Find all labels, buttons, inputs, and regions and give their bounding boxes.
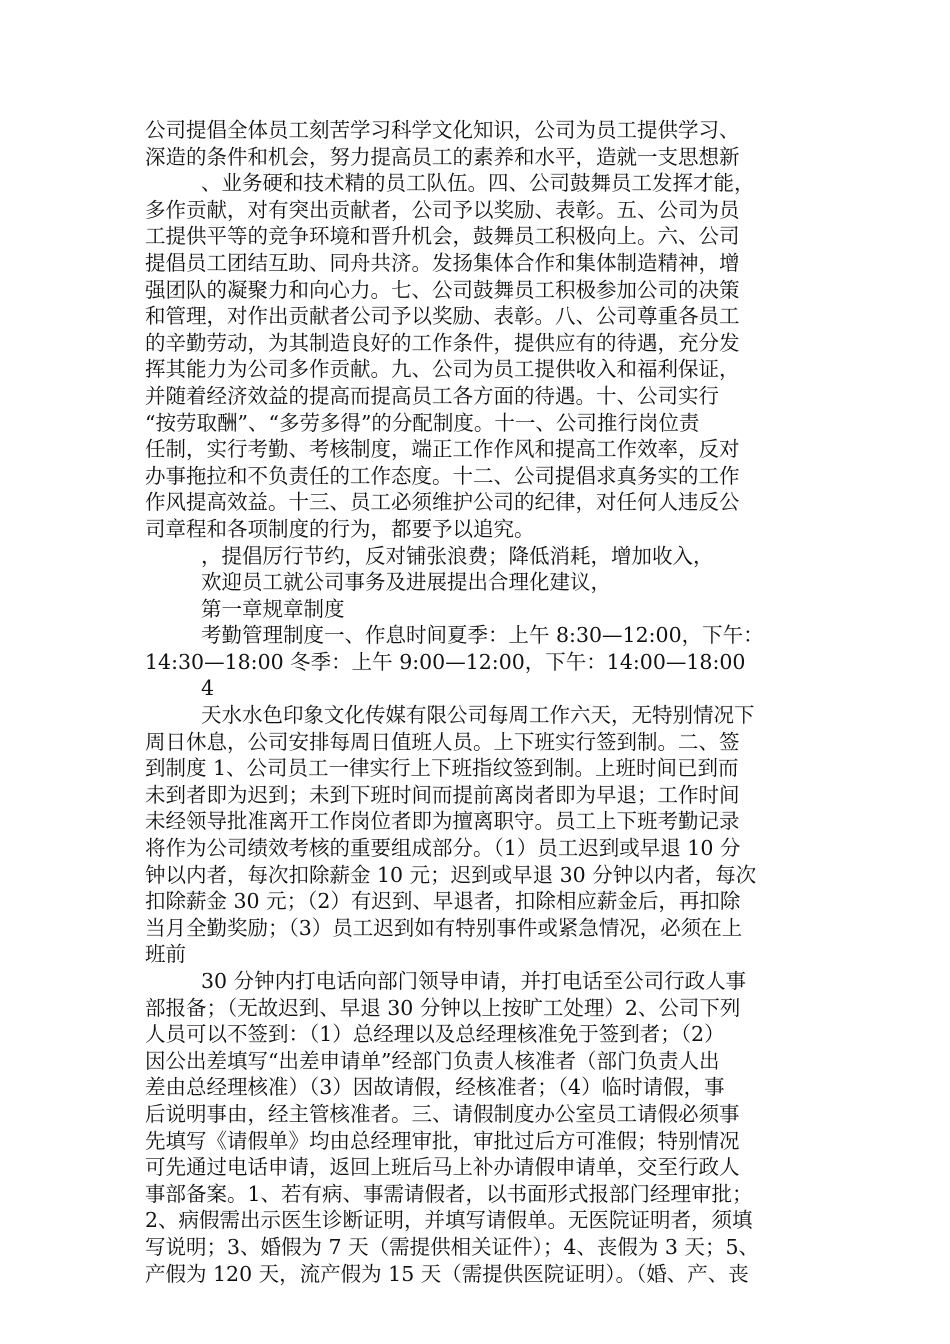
text-line: 和管理，对作出贡献者公司予以奖励、表彰。八、公司尊重各员工: [145, 304, 740, 329]
text-line: 办事拖拉和不负责任的工作态度。十二、公司提倡求真务实的工作: [145, 463, 740, 488]
text-line: 事部备案。1、若有病、事需请假者，以书面形式报部门经理审批；: [145, 1181, 753, 1206]
text-line: 挥其能力为公司多作贡献。九、公司为员工提供收入和福利保证，: [145, 357, 740, 382]
text-line: 考勤管理制度一、作息时间夏季：上午 8:30—12:00，下午：: [201, 623, 764, 648]
text-line: “按劳取酬”、“多劳多得”的分配制度。十一、公司推行岗位责: [145, 410, 700, 435]
text-line: 天水水色印象文化传媒有限公司每周工作六天，无特别情况下: [201, 703, 755, 728]
text-line: 第一章规章制度: [201, 596, 345, 621]
text-line: 当月全勤奖励；（3）员工迟到如有特别事件或紧急情况，必须在上: [145, 915, 743, 940]
text-line: 未经领导批准离开工作岗位者即为擅离职守。员工上下班考勤记录: [145, 809, 740, 834]
text-line: 司章程和各项制度的行为，都要予以追究。: [145, 516, 535, 541]
text-line: 强团队的凝聚力和向心力。七、公司鼓舞员工积极参加公司的决策: [145, 277, 740, 302]
text-line: 后说明事由，经主管核准者。三、请假制度办公室员工请假必须事: [145, 1101, 740, 1126]
text-line: 2、病假需出示医生诊断证明，并填写请假单。无医院证明者，须填: [145, 1208, 753, 1233]
text-line: 将作为公司绩效考核的重要组成部分。（1）员工迟到或早退 10 分: [145, 836, 741, 861]
text-line: 并随着经济效益的提高而提高员工各方面的待遇。十、公司实行: [145, 383, 719, 408]
text-line: 先填写《请假单》均由总经理审批，审批过后方可准假；特别情况: [145, 1128, 740, 1153]
text-line: 写说明；3、婚假为 7 天（需提供相关证件）；4、丧假为 3 天；5、: [145, 1234, 760, 1259]
text-line: 班前: [145, 942, 186, 967]
text-line: 提倡员工团结互助、同舟共济。发扬集体合作和集体制造精神，增: [145, 250, 740, 275]
text-line: ，提倡厉行节约，反对铺张浪费；降低消耗，增加收入，: [201, 543, 714, 568]
text-line: 、业务硬和技术精的员工队伍。四、公司鼓舞员工发挥才能，: [201, 171, 755, 196]
text-line: 因公出差填写“出差申请单”经部门负责人核准者（部门负责人出: [145, 1048, 720, 1073]
text-line: 多作贡献，对有突出贡献者，公司予以奖励、表彰。五、公司为员: [145, 197, 740, 222]
text-line: 人员可以不签到：（1）总经理以及总经理核准免于签到者；（2）: [145, 1022, 725, 1047]
text-line: 任制，实行考勤、考核制度，端正工作作风和提高工作效率，反对: [145, 437, 740, 462]
text-line: 可先通过电话申请，返回上班后马上补办请假申请单，交至行政人: [145, 1155, 740, 1180]
text-line: 钟以内者，每次扣除薪金 10 元；迟到或早退 30 分钟以内者，每次: [145, 862, 757, 887]
text-line: 扣除薪金 30 元；（2）有迟到、早退者，扣除相应薪金后，再扣除: [145, 889, 741, 914]
text-line: 30 分钟内打电话向部门领导申请，并打电话至公司行政人事: [201, 969, 747, 993]
text-line: 工提供平等的竞争环境和晋升机会，鼓舞员工积极向上。六、公司: [145, 224, 740, 249]
document-body: [145, 117, 805, 1287]
text-line: 周日休息，公司安排每周日值班人员。上下班实行签到制。二、签: [145, 729, 740, 754]
text-line: 的辛勤劳动，为其制造良好的工作条件，提供应有的待遇，充分发: [145, 330, 740, 355]
text-line: 未到者即为迟到；未到下班时间而提前离岗者即为早退；工作时间: [145, 782, 740, 807]
text-line: 作风提高效益。十三、员工必须维护公司的纪律，对任何人违反公: [145, 490, 740, 515]
text-line: 深造的条件和机会，努力提高员工的素养和水平，造就一支思想新: [145, 144, 740, 169]
text-line: 差由总经理核准）（3）因故请假，经核准者；（4）临时请假，事: [145, 1075, 725, 1100]
text-line: 部报备；（无故迟到、早退 30 分钟以上按旷工处理）2、公司下列: [145, 995, 741, 1020]
text-line: 14:30—18:00 冬季：上午 9:00—12:00，下午：14:00—18:00: [145, 649, 746, 674]
text-line: 产假为 120 天，流产假为 15 天（需提供医院证明）。（婚、产、丧: [145, 1261, 749, 1286]
text-line: 公司提倡全体员工刻苦学习科学文化知识，公司为员工提供学习、: [145, 118, 740, 142]
text-line: 到制度 1、公司员工一律实行上下班指纹签到制。上班时间已到而: [145, 756, 739, 781]
text-line: 欢迎员工就公司事务及进展提出合理化建议，: [201, 570, 611, 595]
text-line: 4: [201, 676, 215, 701]
